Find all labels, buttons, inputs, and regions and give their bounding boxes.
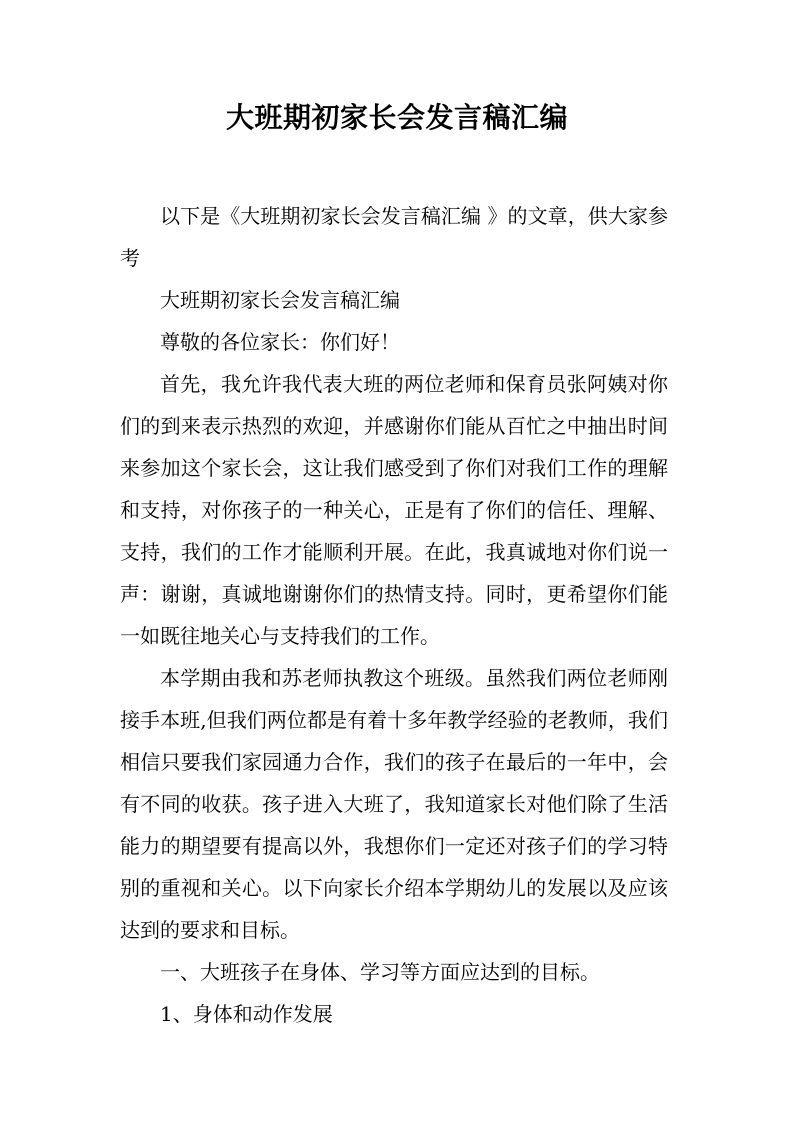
section-heading-1: 一、大班孩子在身体、学习等方面应达到的目标。 — [160, 960, 600, 984]
class-info-paragraph: 本学期由我和苏老师执教这个班级。虽然我们两位老师刚接手本班,但我们两位都是有着十多年教学经验的老教师，我们相信只要我们家园通力合作，我们的孩子在最后的一年中，会有不同的收获。孩子进入大班了，我知道家长对他们除了生活能力的期望要有提高以外，我想你们一定还对孩子们的学习特别的重视和关心。以下向家长介绍本学期幼儿的发展以及应该达到的要求和目标。 — [120, 666, 668, 942]
document-body — [120, 195, 668, 1035]
intro-paragraph: 以下是《大班期初家长会发言稿汇编 》的文章，供大家参考 — [120, 204, 668, 270]
document-title: 大班期初家长会发言稿汇编 — [225, 101, 568, 134]
subsection-heading-1: 1、身体和动作发展 — [160, 1002, 333, 1026]
greeting-paragraph: 尊敬的各位家长：你们好！ — [160, 330, 400, 354]
welcome-paragraph: 首先，我允许我代表大班的两位老师和保育员张阿姨对你们的到来表示热烈的欢迎，并感谢你们能从百忙之中抽出时间来参加这个家长会，这让我们感受到了你们对我们工作的理解和支持，对你孩子的一种关心，正是有了你们的信任、理解、支持，我们的工作才能顺利开展。在此，我真诚地对你们说一声：谢谢，真诚地谢谢你们的热情支持。同时，更希望你们能一如既往地关心与支持我们的工作。 — [120, 372, 668, 648]
subtitle-paragraph: 大班期初家长会发言稿汇编 — [160, 288, 400, 312]
